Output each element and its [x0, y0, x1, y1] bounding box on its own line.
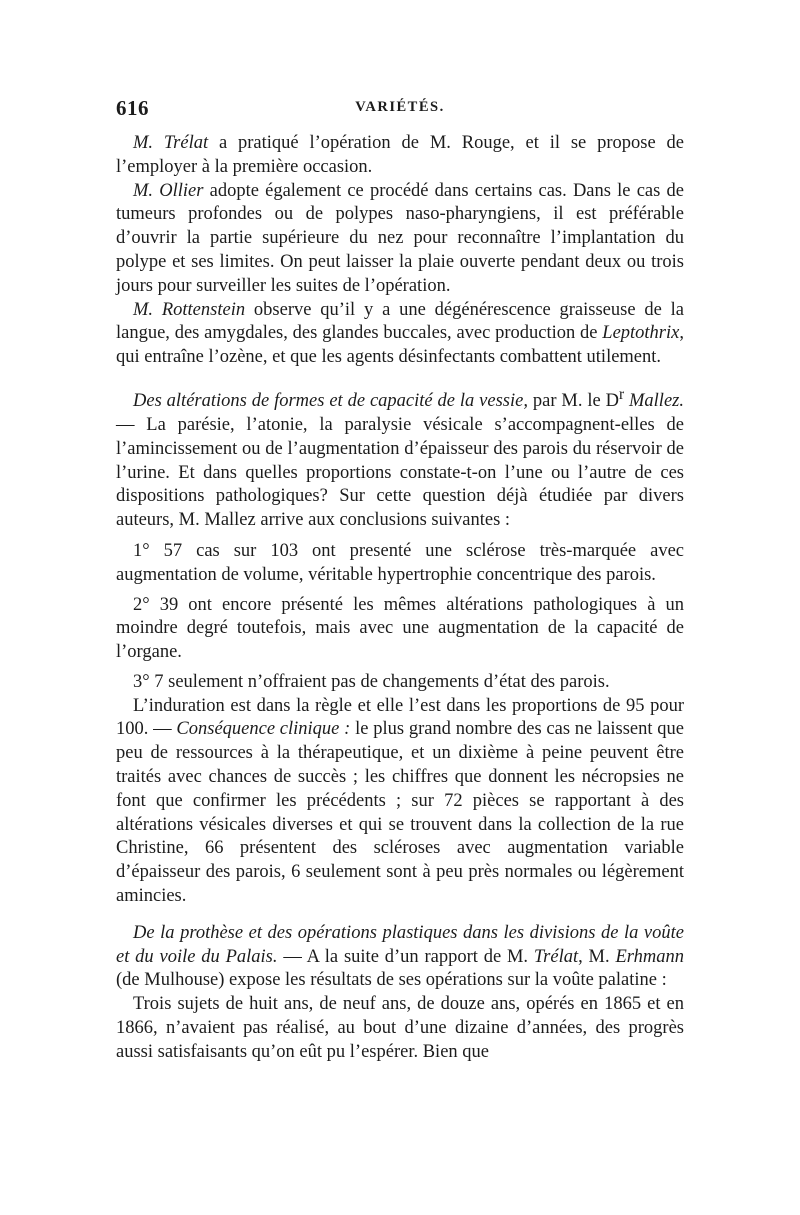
paragraph-text: — A la suite d’un rapport de M. — [277, 946, 534, 967]
paragraph-induration — [116, 695, 684, 909]
paragraph-text: , qui entraîne l’ozène, et que les agents désinfectants combattent utilement. — [116, 323, 684, 368]
author-name: Mallez. — [624, 391, 684, 412]
paragraph-text: le plus grand nombre des cas ne laissent que peu de ressources à la thérapeutique, et un dixième à peine peuvent être traités avec chances de succès ; les chiffres que donnent les nécropsies ne font que confirmer les précédents ; sur 72 pièces se rapportant à des altérations vésicales diverses et qui se trouvent dans la collection de la rue Christine, 66 présentent des scléroses avec augmentation variable d’épaisseur des parois, 6 seulement sont à peu près normales ou légèrement amincies. — [116, 719, 684, 907]
paragraph-rottenstein — [116, 299, 684, 370]
paragraph-text: — La parésie, l’atonie, la paralysie vésicale s’accompagnent-elles de l’amincissement ou de l’augmentation d’épaisseur des parois du réservoir de l’urine. Et dans quelles proportions constate-t-on l’une ou l’autre de ces dispositions pathologiques? Sur cette question déjà étudiée par divers auteurs, M. Mallez arrive aux conclusions suivantes : — [116, 414, 684, 531]
conclusion-item-3: 3° 7 seulement n’offraient pas de changements d’état des parois. — [133, 671, 610, 692]
paragraph-text: adopte également ce procédé dans certains cas. Dans le cas de tumeurs profondes ou de polypes naso-pharyngiens, il est préférable d’ouvrir la partie supérieure du nez pour reconnaître l’implantation du polype et ses limites. On peut laisser la plaie ouverte pendant deux ou trois jours pour surveiller les suites de l’opération. — [116, 180, 684, 296]
paragraph-text: (de Mulhouse) expose les résultats de ses opérations sur la voûte palatine : — [116, 970, 667, 991]
paragraph-text: L’induration est dans la règle et elle l’est dans les proportions de 95 pour 100. — — [116, 695, 684, 740]
person-name: Trélat — [533, 946, 579, 967]
paragraph-prothese — [116, 922, 684, 993]
paragraph-trelat — [116, 132, 684, 180]
author-sup: r — [618, 385, 625, 403]
person-name: M. Ollier — [133, 180, 204, 201]
section-title: Des altérations de formes et de capacité de la vessie, — [133, 391, 528, 412]
paragraph-vessie — [116, 383, 684, 533]
page-header — [116, 96, 684, 120]
taxon-name: Leptothrix — [602, 323, 680, 344]
conclusion-item-2: 2° 39 ont encore présenté les mêmes altérations pathologiques à un moindre degré toutefois, mais avec une augmentation de la capacité de l’organe. — [116, 594, 684, 663]
conclusion-item-1: 1° 57 cas sur 103 ont presenté une sclérose très-marquée avec augmentation de volume, véritable hypertrophie concentrique des parois. — [116, 540, 684, 585]
page-number: 616 — [116, 96, 149, 120]
person-name: M. Rottenstein — [133, 299, 246, 320]
paragraph-text: a pratiqué l’opération de M. Rouge, et il se propose de l’employer à la première occasion. — [116, 133, 684, 177]
paragraph-text: observe qu’il y a une dégénérescence graisseuse de la langue, des amygdales, des glandes buccales, avec production de — [116, 299, 684, 344]
person-name: M. Trélat — [133, 133, 209, 153]
section-title: De la prothèse et des opérations plastiques dans les divisions de la voûte et du voile du Palais. — [116, 922, 684, 967]
paragraph-ollier — [116, 180, 684, 299]
paragraph-trois-sujets: Trois sujets de huit ans, de neuf ans, de douze ans, opérés en 1865 et en 1866, n’avaient pas réalisé, au bout d’une dizaine d’années, des progrès aussi satisfaisants qu’on eût pu l’espérer. Bien que — [116, 994, 684, 1062]
running-head: VARIÉTÉS. — [355, 99, 445, 115]
emphasis-term: Conséquence clinique : — [176, 719, 351, 740]
author-prefix: par M. le D — [527, 391, 619, 412]
paragraph-text: , M. — [578, 946, 616, 967]
page — [116, 96, 684, 1065]
person-name: Erhmann — [615, 946, 684, 967]
